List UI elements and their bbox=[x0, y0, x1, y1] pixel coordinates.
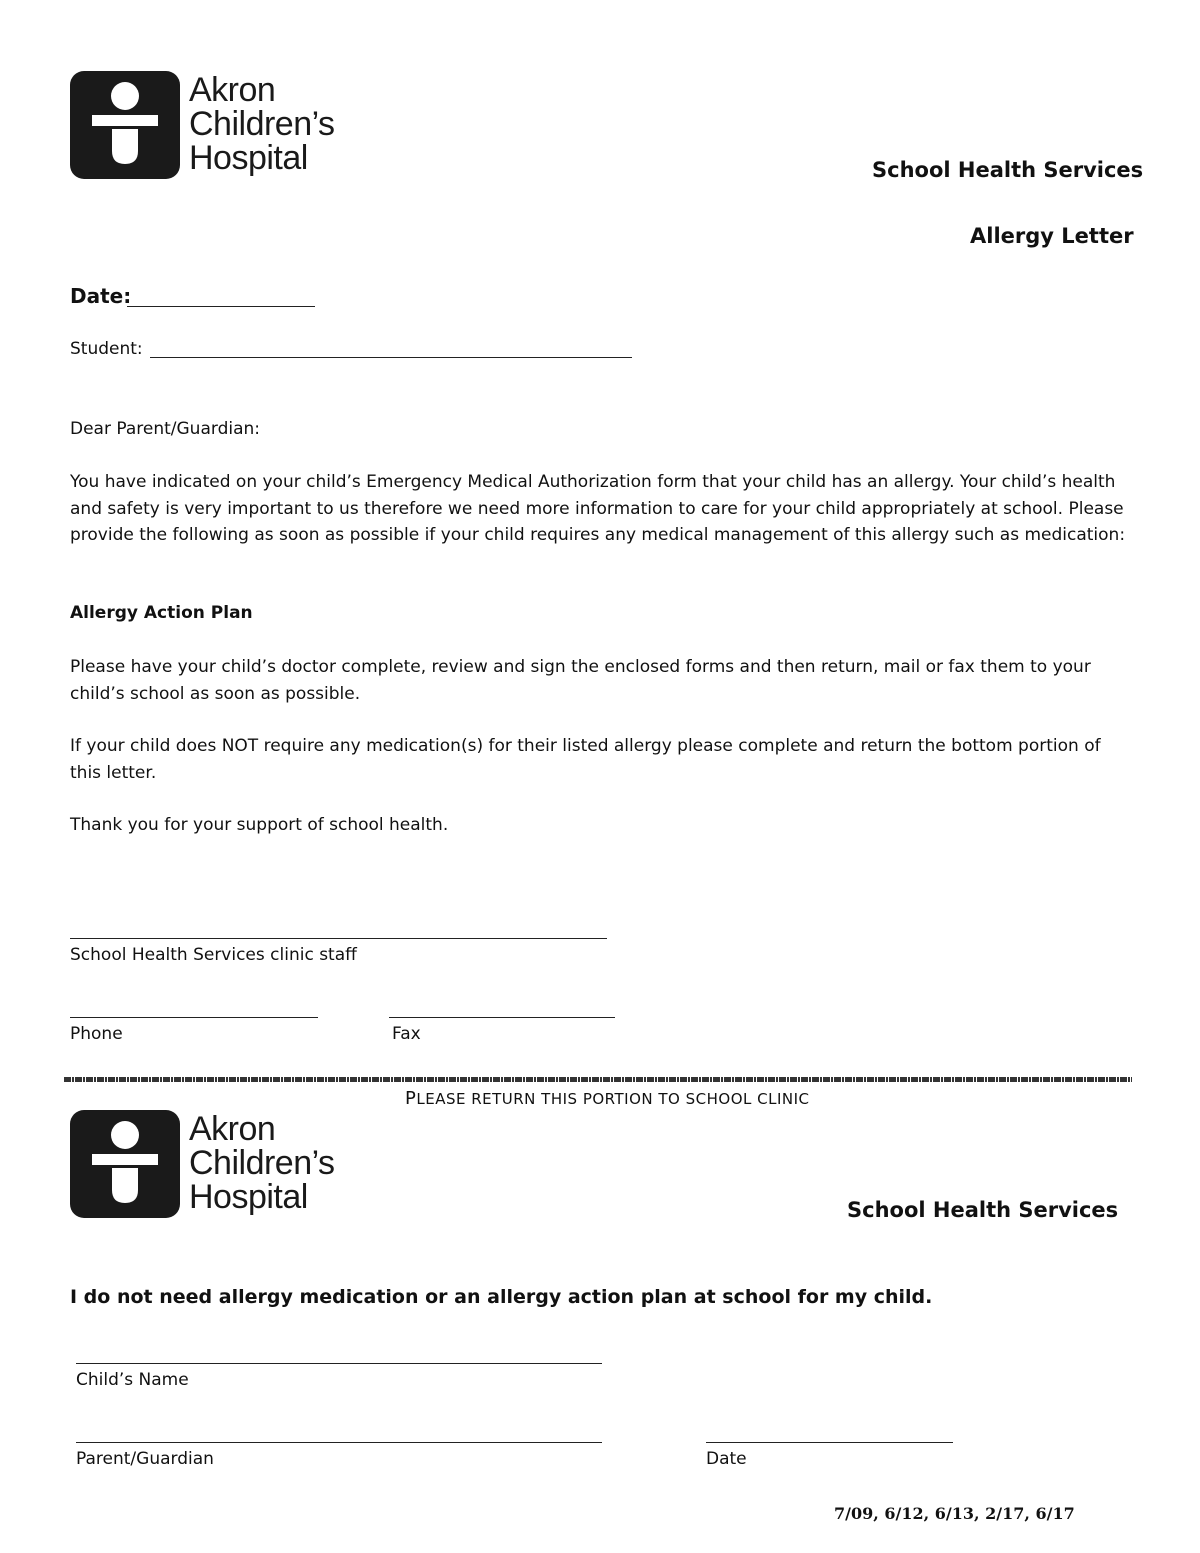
hospital-logo bbox=[70, 71, 340, 181]
hospital-logo-bottom bbox=[70, 1110, 340, 1220]
instructions-paragraph: Please have your child’s doctor complete, review and sign the enclosed forms and then return, mail or fax them to your child’s school as soon as possible. bbox=[70, 657, 1091, 704]
department-heading: School Health Services bbox=[872, 158, 1144, 182]
intro-paragraph: You have indicated on your child’s Emergency Medical Authorization form that your child has an allergy. Your child’s health and safety is very important to us therefore we need more information to care for your child appropriately at school. Please provide the following as soon as possible if your child requires any medical management of this allergy such as medication: bbox=[70, 472, 1126, 545]
action-plan-heading: Allergy Action Plan bbox=[70, 603, 253, 623]
thank-you-text: Thank you for your support of school health. bbox=[70, 815, 449, 835]
hospital-logo-wordmark: Akron Children’s Hospital bbox=[189, 71, 335, 177]
return-notice-rest: LEASE RETURN THIS PORTION TO SCHOOL CLINIC bbox=[416, 1090, 810, 1108]
tear-off-line bbox=[64, 1077, 1132, 1082]
parent-signature-line[interactable] bbox=[76, 1442, 602, 1443]
bottom-date-field-line[interactable] bbox=[706, 1442, 953, 1443]
department-heading-bottom: School Health Services bbox=[847, 1198, 1119, 1222]
version-dates: 7/09, 6/12, 6/13, 2/17, 6/17 bbox=[834, 1504, 1075, 1523]
bottom-date-label: Date bbox=[706, 1449, 747, 1469]
phone-label: Phone bbox=[70, 1024, 123, 1044]
no-medication-paragraph: If your child does NOT require any medication(s) for their listed allergy please complete and return the bottom portion of this letter. bbox=[70, 736, 1101, 783]
staff-signature-line[interactable] bbox=[70, 938, 607, 939]
hospital-logo-mark-icon bbox=[70, 1110, 180, 1218]
hospital-logo-wordmark: Akron Children’s Hospital bbox=[189, 1110, 335, 1216]
return-notice-initial: P bbox=[405, 1088, 417, 1109]
return-notice bbox=[405, 1088, 810, 1109]
fax-label: Fax bbox=[392, 1024, 421, 1044]
date-label: Date: bbox=[70, 284, 132, 308]
student-label: Student: bbox=[70, 339, 143, 359]
parent-label: Parent/Guardian bbox=[76, 1449, 214, 1469]
document-title: Allergy Letter bbox=[970, 224, 1134, 248]
staff-label: School Health Services clinic staff bbox=[70, 945, 357, 965]
opt-out-statement: I do not need allergy medication or an allergy action plan at school for my child. bbox=[70, 1286, 933, 1308]
date-field-line[interactable] bbox=[127, 306, 315, 307]
child-name-field-line[interactable] bbox=[76, 1363, 602, 1364]
fax-field-line[interactable] bbox=[389, 1017, 615, 1018]
student-field-line[interactable] bbox=[150, 357, 632, 358]
child-name-label: Child’s Name bbox=[76, 1370, 189, 1390]
salutation: Dear Parent/Guardian: bbox=[70, 419, 260, 439]
hospital-logo-mark-icon bbox=[70, 71, 180, 179]
phone-field-line[interactable] bbox=[70, 1017, 318, 1018]
